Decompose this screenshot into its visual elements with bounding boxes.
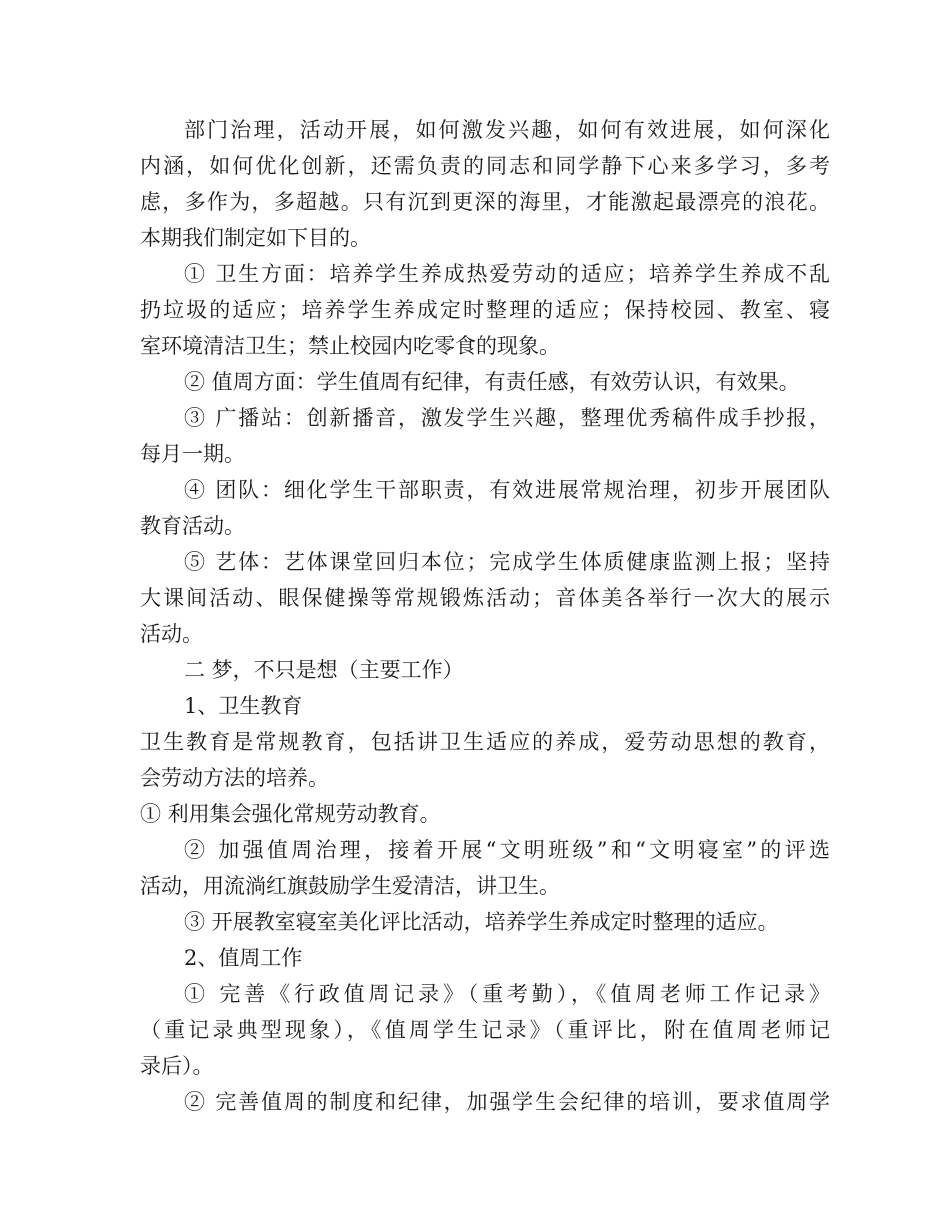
- text-line: 本期我们制定如下目的。: [140, 226, 371, 250]
- text-line: 内涵，如何优化创新，还需负责的同志和同学静下心来多学习，多考: [140, 154, 830, 178]
- text-line: 虑，多作为，多超越。只有沉到更深的海里，才能激起最漂亮的浪花。: [140, 190, 830, 214]
- text-line: ② 加强值周治理，接着开展“文明班级”和“文明寝室”的评选: [184, 838, 830, 862]
- text-line: 大课间活动、眼保健操等常规锻炼活动；音体美各举行一次大的展示: [140, 586, 830, 610]
- subsection-heading: 1、卫生教育: [184, 694, 303, 718]
- text-line: 教育活动。: [140, 514, 245, 538]
- text-line: ② 值周方面：学生值周有纪律，有责任感，有效劳认识，有效果。: [184, 370, 800, 394]
- subsection-heading: 2、值周工作: [184, 946, 303, 970]
- section-heading: 二 梦，不只是想（主要工作）: [184, 658, 464, 682]
- text-line: 录后）。: [140, 1054, 214, 1078]
- text-line: 每月一期。: [140, 442, 245, 466]
- text-line: 卫生教育是常规教育，包括讲卫生适应的养成，爱劳动思想的教育，: [140, 730, 830, 754]
- text-line: ① 完善《行政值周记录》（重考勤），《值周老师工作记录》: [184, 982, 830, 1006]
- text-line: ③ 广播站：创新播音，激发学生兴趣，整理优秀稿件成手抄报，: [184, 406, 830, 430]
- text-line: ② 完善值周的制度和纪律，加强学生会纪律的培训，要求值周学: [184, 1090, 830, 1114]
- text-line: 活动，用流淌红旗鼓励学生爱清洁，讲卫生。: [140, 874, 560, 898]
- text-line: ⑤ 艺体：艺体课堂回归本位；完成学生体质健康监测上报；坚持: [184, 550, 830, 574]
- document-body: [140, 112, 830, 1120]
- text-line: 会劳动方法的培养。: [140, 766, 329, 790]
- text-line: ④ 团队：细化学生干部职责，有效进展常规治理，初步开展团队: [184, 478, 830, 502]
- text-line: ① 卫生方面：培养学生养成热爱劳动的适应；培养学生养成不乱: [184, 262, 830, 286]
- text-line: ③ 开展教室寝室美化评比活动，培养学生养成定时整理的适应。: [184, 910, 779, 934]
- text-line: ① 利用集会强化常规劳动教育。: [140, 802, 441, 826]
- text-line: 室环境清洁卫生；禁止校园内吃零食的现象。: [140, 334, 560, 358]
- text-line: 活动。: [140, 622, 203, 646]
- text-line: （重记录典型现象），《值周学生记录》（重评比，附在值周老师记: [140, 1018, 830, 1042]
- text-line: 扔垃圾的适应；培养学生养成定时整理的适应；保持校园、教室、寝: [140, 298, 830, 322]
- text-line: 部门治理，活动开展，如何激发兴趣，如何有效进展，如何深化: [184, 118, 830, 142]
